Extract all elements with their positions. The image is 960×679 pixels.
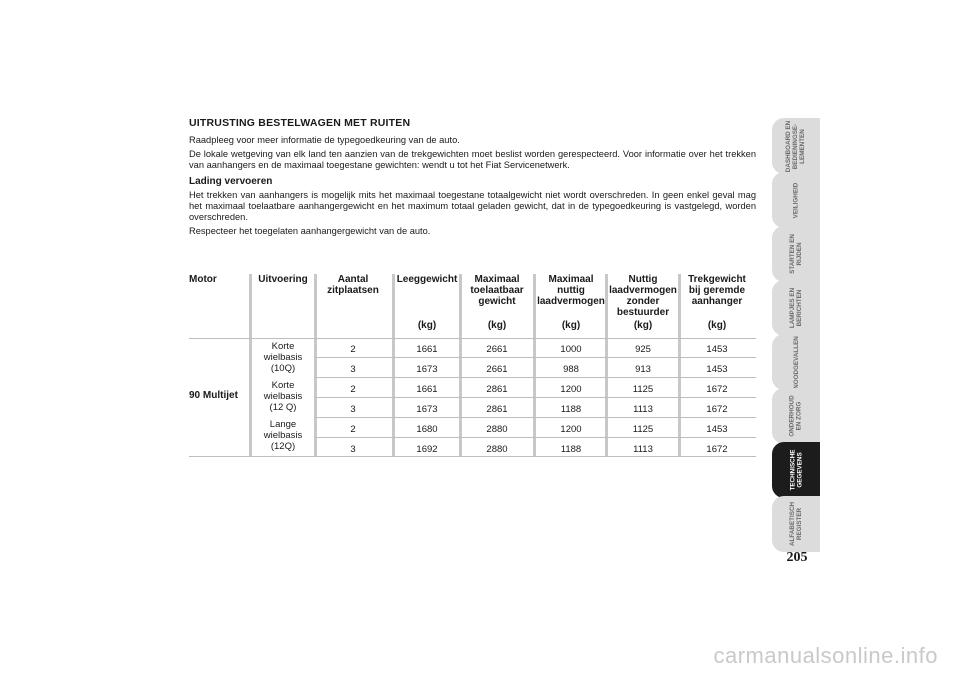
watermark-text: carmanualsonline.info	[713, 643, 938, 668]
table-cell: 2880	[486, 444, 508, 455]
header-col-3	[393, 274, 461, 331]
table-cell: 988	[563, 364, 579, 375]
table-cell: 1692	[416, 444, 438, 455]
header-col-4	[460, 274, 534, 331]
header-unit: (kg)	[487, 320, 507, 331]
table-cell: 1113	[633, 404, 653, 415]
chapter-tab-4[interactable]	[772, 334, 820, 390]
chapter-tab-label: VEILIGHEID	[792, 182, 800, 218]
header-label: Leeggewicht	[396, 274, 458, 285]
chapter-tab-label: DASHBOARD EN BEDIENINGSE- LEMENTEN	[785, 120, 807, 172]
header-unit: (kg)	[561, 320, 581, 331]
table-cell: 1188	[560, 444, 582, 455]
chapter-tab-label: TECHNISCHE GEGEVENS	[789, 449, 803, 491]
table-cell: 1188	[560, 404, 582, 415]
table-cell: 3	[350, 404, 356, 415]
table-cell: 3	[350, 444, 356, 455]
chapter-tab-1[interactable]	[772, 172, 820, 228]
table-cell: 1125	[632, 384, 654, 395]
page-number: 205	[786, 550, 808, 565]
chapter-tab-label: STARTEN EN RIJDEN	[788, 234, 803, 274]
chapter-tab-5[interactable]	[772, 388, 820, 444]
weights-table	[189, 274, 756, 458]
row-divider	[315, 437, 756, 438]
paragraph-4: Respecteer het toegelaten aanhangergewicht van de auto.	[189, 226, 431, 236]
header-col-7	[679, 274, 755, 331]
table-cell: 925	[635, 344, 651, 355]
chapter-tab-label: ONDERHOUD EN ZORG	[789, 395, 803, 437]
chapter-tab-3[interactable]	[772, 280, 820, 336]
header-col-2	[315, 274, 391, 296]
header-col-0	[189, 274, 247, 285]
header-col-1	[253, 274, 313, 285]
table-cell: 2661	[486, 364, 508, 375]
header-col-6	[607, 274, 679, 331]
header-label: Maximaal nuttig laadvermogen	[537, 274, 605, 307]
header-unit: (kg)	[633, 320, 653, 331]
paragraph-3: Het trekken van aanhangers is mogelijk mits het maximaal toegestane totaalgewicht niet wordt overschreden. In geen enkel geval mag het maximaal toelaatbare aanhangergewicht en het maximum totaal geladen gewicht, dat in de typegoedkeuring is vastgelegd, worden overschreden.	[189, 190, 756, 222]
table-cell: 1661	[416, 384, 438, 395]
row-divider	[189, 456, 756, 457]
text-section	[189, 117, 756, 240]
version-label: Lange wielbasis (12Q)	[263, 419, 303, 452]
table-cell: 1453	[706, 364, 728, 375]
table-cell: 1672	[706, 384, 728, 395]
chapter-tab-7[interactable]	[772, 496, 820, 552]
chapter-tab-2[interactable]	[772, 226, 820, 282]
table-cell: 2880	[486, 424, 508, 435]
header-col-5	[535, 274, 607, 331]
header-unit: (kg)	[417, 320, 437, 331]
table-cell: 2	[350, 344, 356, 355]
chapter-tab-6[interactable]	[772, 442, 820, 498]
table-cell: 1000	[560, 344, 582, 355]
version-label: Korte wielbasis (10Q)	[263, 341, 303, 374]
header-label: Nuttig laadvermogen zonder bestuurder	[609, 274, 677, 318]
header-label: Maximaal toelaatbaar gewicht	[470, 274, 524, 307]
table-cell: 3	[350, 364, 356, 375]
table-cell: 1673	[416, 364, 438, 375]
header-label: Uitvoering	[258, 274, 308, 285]
table-cell: 2	[350, 424, 356, 435]
table-cell: 913	[635, 364, 651, 375]
section-heading: UITRUSTING BESTELWAGEN MET RUITEN	[189, 117, 411, 129]
chapter-tab-0[interactable]	[772, 118, 820, 174]
table-cell: 1453	[706, 344, 728, 355]
row-divider	[315, 417, 756, 418]
paragraph-1: Raadpleeg voor meer informatie de typegoedkeuring van de auto.	[189, 135, 460, 145]
table-cell: 2	[350, 384, 356, 395]
chapter-tab-label: LAMPJES EN BERICHTEN	[789, 287, 803, 329]
row-divider	[189, 338, 756, 339]
table-cell: 1200	[560, 384, 582, 395]
row-divider	[315, 357, 756, 358]
table-cell: 2861	[486, 404, 508, 415]
table-cell: 1672	[706, 444, 728, 455]
table-cell: 1661	[416, 344, 438, 355]
header-label: Motor	[189, 274, 217, 285]
table-cell: 1200	[560, 424, 582, 435]
chapter-tab-label: NOODGEVALLEN	[792, 335, 800, 389]
table-cell: 1673	[416, 404, 438, 415]
table-cell: 1672	[706, 404, 728, 415]
table-cell: 2861	[486, 384, 508, 395]
chapter-tab-label: ALFABETISCH REGISTER	[788, 501, 803, 547]
subheading-lading: Lading vervoeren	[189, 176, 273, 187]
motor-label: 90 Multijet	[189, 390, 238, 401]
row-divider	[315, 397, 756, 398]
header-label: Trekgewicht bij geremde aanhanger	[688, 274, 746, 307]
table-cell: 2661	[486, 344, 508, 355]
column-separator	[249, 274, 252, 456]
paragraph-2: De lokale wetgeving van elk land ten aanzien van de trekgewichten moet beslist worden gerespecteerd. Voor informatie over het trekken van aanhangers en de maximaal toegestane gewichten: wendt u tot het Fiat Servicenetwerk.	[189, 149, 756, 170]
version-label: Korte wielbasis (12 Q)	[263, 380, 303, 413]
table-cell: 1680	[416, 424, 438, 435]
table-cell: 1125	[632, 424, 654, 435]
header-unit: (kg)	[707, 320, 727, 331]
table-cell: 1113	[633, 444, 653, 455]
row-divider	[315, 377, 756, 378]
table-cell: 1453	[706, 424, 728, 435]
header-label: Aantal zitplaatsen	[327, 274, 379, 296]
